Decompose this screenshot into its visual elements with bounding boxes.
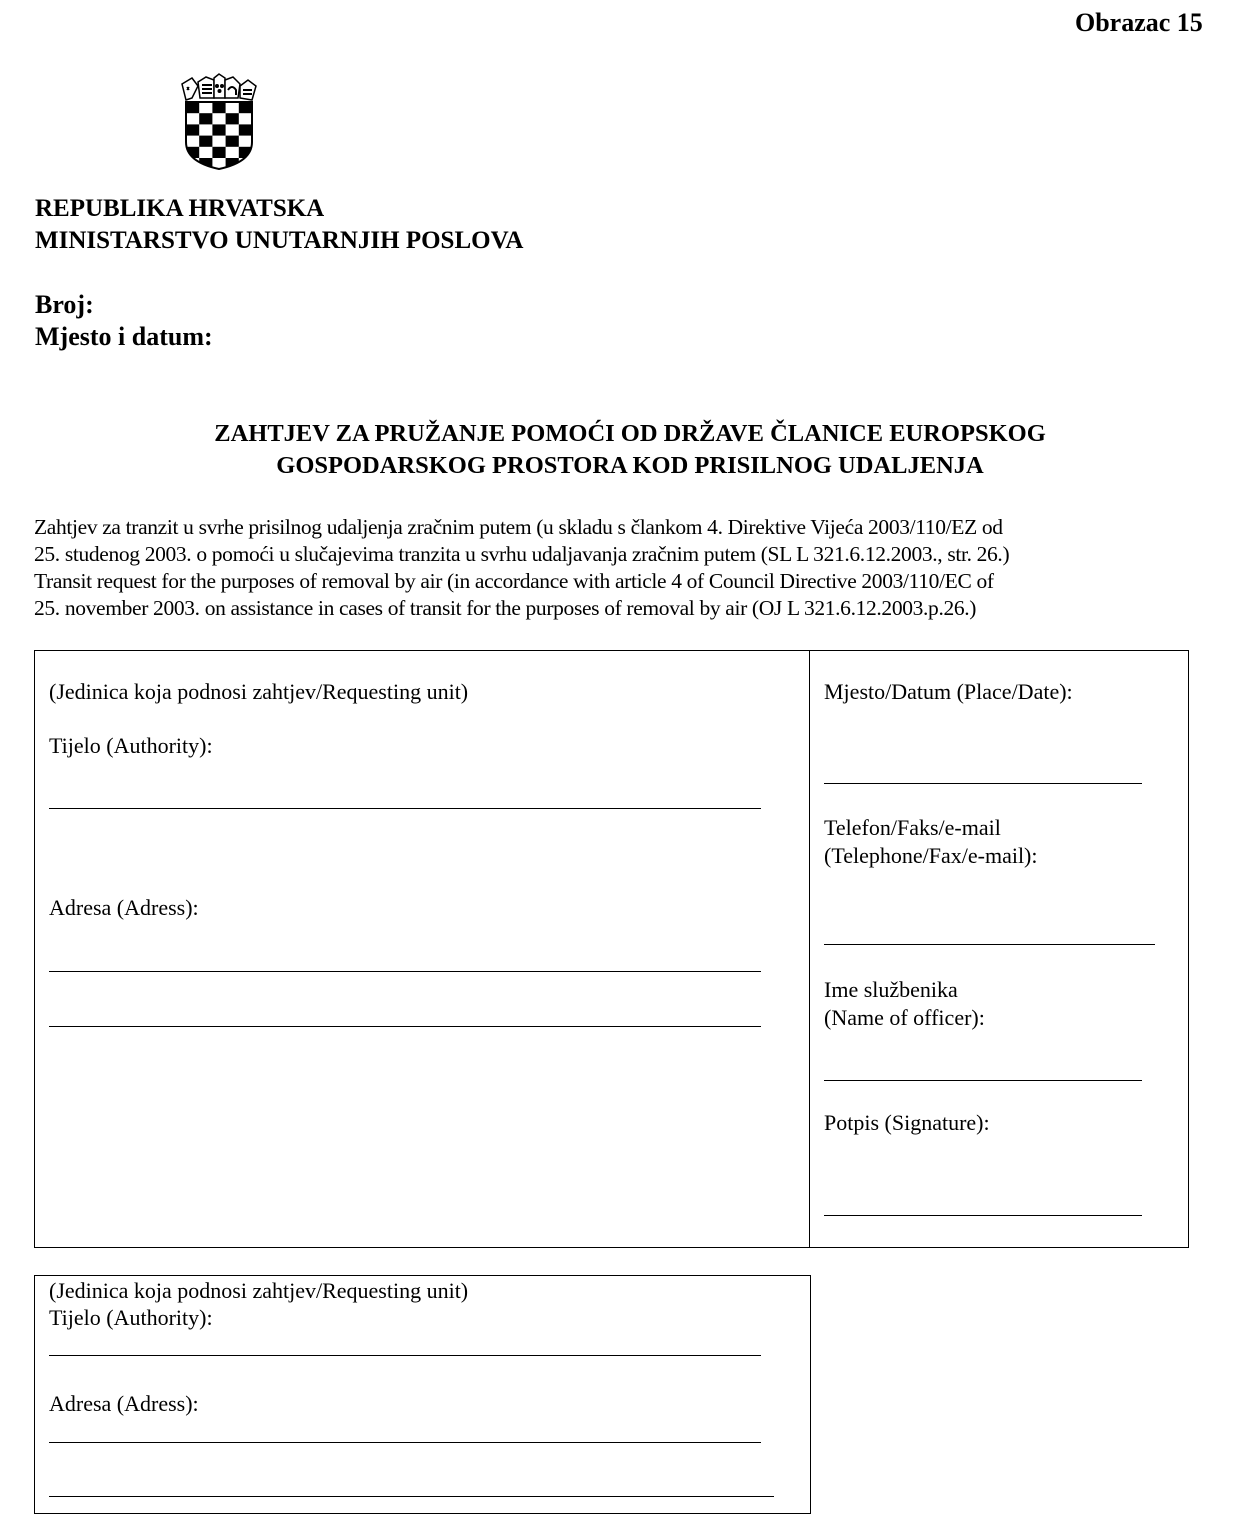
unit-label-2: (Jedinica koja podnosi zahtjev/Requesting unit) bbox=[49, 1278, 469, 1303]
place-date-field[interactable] bbox=[824, 783, 1142, 784]
country-name: REPUBLIKA HRVATSKA bbox=[35, 195, 325, 222]
phone-label bbox=[824, 814, 1038, 870]
title-line: GOSPODARSKOG PROSTORA KOD PRISILNOG UDALJENJA bbox=[276, 452, 984, 479]
form-title bbox=[0, 418, 1260, 482]
unit-label: (Jedinica koja podnosi zahtjev/Requesting unit) bbox=[49, 679, 469, 704]
phone-label-line: Telefon/Faks/e-mail bbox=[824, 815, 1001, 840]
officer-field[interactable] bbox=[824, 1080, 1142, 1081]
place-date-label: Mjesto i datum: bbox=[35, 322, 213, 351]
address-label: Adresa (Adress): bbox=[49, 895, 199, 920]
intro-paragraph bbox=[34, 514, 1009, 622]
number-label: Broj: bbox=[35, 290, 94, 319]
intro-line: Zahtjev za tranzit u svrhe prisilnog udaljenja zračnim putem (u skladu s člankom 4. Direktive Vijeća 2003/110/EZ od bbox=[34, 515, 1003, 539]
officer-label-line: Ime službenika bbox=[824, 977, 958, 1002]
signature-label: Potpis (Signature): bbox=[824, 1110, 990, 1135]
phone-field[interactable] bbox=[824, 944, 1155, 945]
address-field-2[interactable] bbox=[49, 1026, 761, 1027]
place-date-label: Mjesto/Datum (Place/Date): bbox=[824, 679, 1073, 704]
phone-label-line: (Telephone/Fax/e-mail): bbox=[824, 843, 1038, 868]
address-field-2b[interactable] bbox=[49, 1496, 774, 1497]
authority-field[interactable] bbox=[49, 808, 761, 809]
officer-label-line: (Name of officer): bbox=[824, 1005, 985, 1030]
table-divider bbox=[809, 650, 810, 1248]
address-field-2a[interactable] bbox=[49, 1442, 761, 1443]
coat-of-arms-icon bbox=[178, 72, 260, 170]
signature-field[interactable] bbox=[824, 1215, 1142, 1216]
intro-line: 25. november 2003. on assistance in cases of transit for the purposes of removal by air (OJ L 321.6.12.2003.p.26.) bbox=[34, 596, 977, 620]
authority-field-2[interactable] bbox=[49, 1355, 761, 1356]
authority-label-2: Tijelo (Authority): bbox=[49, 1305, 213, 1330]
ministry-name: MINISTARSTVO UNUTARNJIH POSLOVA bbox=[35, 227, 524, 254]
title-line: ZAHTJEV ZA PRUŽANJE POMOĆI OD DRŽAVE ČLANICE EUROPSKOG bbox=[214, 420, 1046, 447]
address-label-2: Adresa (Adress): bbox=[49, 1391, 199, 1416]
authority-label: Tijelo (Authority): bbox=[49, 733, 213, 758]
intro-line: Transit request for the purposes of removal by air (in accordance with article 4 of Council Directive 2003/110/EC of bbox=[34, 569, 994, 593]
intro-line: 25. studenog 2003. o pomoći u slučajevima tranzita u svrhu udaljavanja zračnim putem (SL L 321.6.12.2003., str. 26.) bbox=[34, 542, 1010, 566]
officer-label bbox=[824, 976, 985, 1032]
address-field-1[interactable] bbox=[49, 971, 761, 972]
form-number: Obrazac 15 bbox=[1075, 8, 1203, 37]
